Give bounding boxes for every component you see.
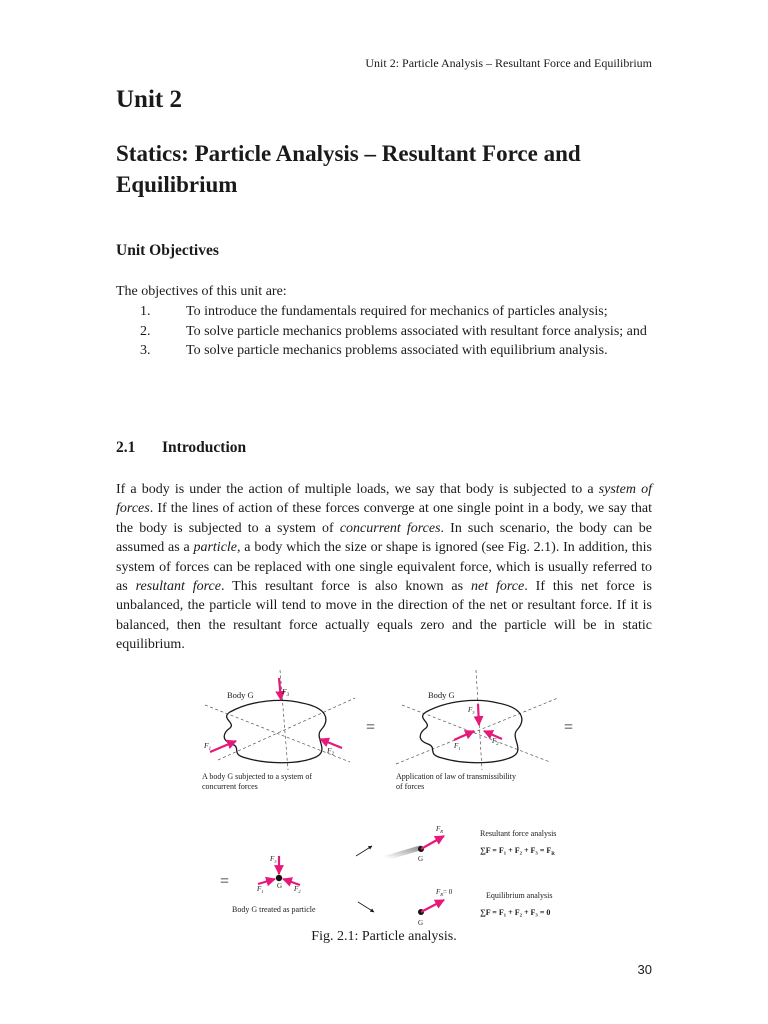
objective-item bbox=[116, 302, 652, 322]
f3-label: $F_3$ bbox=[468, 706, 475, 715]
paragraph-run: If a body is under the action of multiple loads, we say that body is subjected to a bbox=[116, 482, 599, 497]
figure-caption: Fig. 2.1: Particle analysis. bbox=[311, 929, 457, 944]
paragraph-run: . If the lines of action of these forces converge at one single point in a body, we say that the body is subjected to a system of bbox=[116, 501, 652, 536]
page-number: 30 bbox=[637, 962, 652, 977]
resultant-equation: $\sum F = F_1 + F_2 + F_3 = F_R$ bbox=[480, 846, 555, 857]
f3-label: $F_3$ bbox=[282, 687, 290, 698]
branch-arrow-down bbox=[358, 902, 374, 912]
force-f1-arrow bbox=[210, 741, 236, 752]
resultant-force-analysis bbox=[386, 825, 556, 863]
figure-diagram bbox=[190, 660, 610, 930]
term-particle: particle bbox=[193, 540, 238, 556]
panel-concurrent-forces bbox=[202, 670, 355, 791]
lines-of-action bbox=[396, 670, 558, 770]
branch-arrow-up bbox=[356, 846, 372, 856]
panel-particle bbox=[220, 855, 316, 914]
equals-sign: = bbox=[366, 719, 376, 736]
paragraph-run: . If this net force is unbalanced, the particle will tend to move in the direction of the net or resultant force. If it is balanced, then the resultant force actually equals zero and the particle will be in static equilibrium. bbox=[116, 579, 653, 653]
panel-1-caption-line-1: A body G subjected to a system of bbox=[202, 772, 312, 781]
zero-resultant-arrow bbox=[421, 900, 444, 912]
fr-label: $F_R$ bbox=[436, 825, 444, 834]
objective-item bbox=[116, 322, 652, 342]
equilibrium-equation: ∑F = F₁ + F₂ + F₃ = 0 bbox=[480, 908, 551, 917]
objective-text: To solve particle mechanics problems associated with resultant force analysis; and bbox=[186, 323, 647, 339]
term-system-of-forces: system of forces bbox=[116, 482, 652, 517]
ghost-trail bbox=[386, 848, 420, 858]
f1-label: $F_1$ bbox=[454, 742, 461, 751]
section-heading-introduction bbox=[116, 439, 246, 457]
resultant-force-arrow bbox=[421, 836, 444, 849]
paragraph-run: , a body which the size or shape is ignored (see Fig. 2.1). In addition, this system of forces can be replaced with one single equivalent force, which is usually referred to as bbox=[116, 540, 652, 595]
paragraph-run: . In such scenario, the body can be assumed as a bbox=[116, 520, 653, 556]
panel-2-caption-line-1: Application of law of transmissibility bbox=[396, 772, 516, 781]
fr-zero-label: $F_R= 0$ bbox=[436, 888, 453, 897]
f2-label: $F_2$ bbox=[492, 737, 499, 746]
term-net-force: net force bbox=[470, 579, 525, 595]
f2-label: $F_2$ bbox=[294, 885, 301, 894]
section-number: 2.1 bbox=[116, 439, 136, 456]
f2-label: $F_2$ bbox=[327, 746, 335, 757]
objective-text: To solve particle mechanics problems associated with equilibrium analysis. bbox=[186, 343, 608, 358]
particle-analysis-figure bbox=[190, 660, 610, 930]
particle-g-point bbox=[276, 875, 282, 881]
objective-number: 2. bbox=[140, 323, 151, 339]
objectives-heading: Unit Objectives bbox=[116, 242, 219, 259]
objective-item bbox=[116, 341, 652, 361]
introduction-paragraph bbox=[116, 480, 652, 655]
running-header: Unit 2: Particle Analysis – Resultant Force and Equilibrium bbox=[365, 56, 652, 70]
term-resultant-force: resultant force bbox=[135, 579, 221, 595]
body-g-label: Body G bbox=[428, 690, 455, 700]
chapter-title: Statics: Particle Analysis – Resultant Force and Equilibrium bbox=[116, 141, 581, 197]
f3-label: $F_3$ bbox=[270, 855, 277, 864]
g-label: G bbox=[418, 855, 424, 863]
g-label: G bbox=[418, 919, 424, 927]
objectives-intro: The objectives of this unit are: bbox=[116, 284, 287, 299]
g-label: G bbox=[277, 882, 283, 890]
equals-sign: = bbox=[564, 719, 574, 736]
equals-sign: = bbox=[220, 873, 230, 890]
force-f3-arrow bbox=[478, 704, 479, 725]
f1-label: $F_1$ bbox=[257, 885, 264, 894]
force-f1-arrow bbox=[258, 879, 275, 884]
body-g-label: Body G bbox=[227, 690, 254, 700]
objective-number: 3. bbox=[140, 343, 151, 358]
objectives-list bbox=[116, 302, 652, 361]
f1-label: $F_1$ bbox=[204, 741, 212, 752]
objective-number: 1. bbox=[140, 304, 151, 319]
equilibrium-analysis bbox=[418, 888, 552, 927]
panel-1-caption-line-2: concurrent forces bbox=[202, 782, 258, 791]
equilibrium-analysis-title: Equilibrium analysis bbox=[486, 891, 553, 900]
objective-text: To introduce the fundamentals required for mechanics of particles analysis; bbox=[186, 304, 608, 319]
force-f1-arrow bbox=[454, 731, 474, 740]
panel-transmissibility bbox=[396, 670, 558, 791]
section-title: Introduction bbox=[162, 439, 247, 456]
body-g-outline bbox=[224, 700, 326, 762]
resultant-analysis-title: Resultant force analysis bbox=[480, 829, 557, 838]
particle-caption: Body G treated as particle bbox=[232, 905, 316, 914]
term-concurrent-forces: concurrent forces bbox=[339, 520, 441, 536]
paragraph-run: . This resultant force is also known as bbox=[221, 579, 471, 595]
unit-title: Unit 2 bbox=[116, 86, 182, 113]
panel-2-caption-line-2: of forces bbox=[396, 782, 425, 791]
